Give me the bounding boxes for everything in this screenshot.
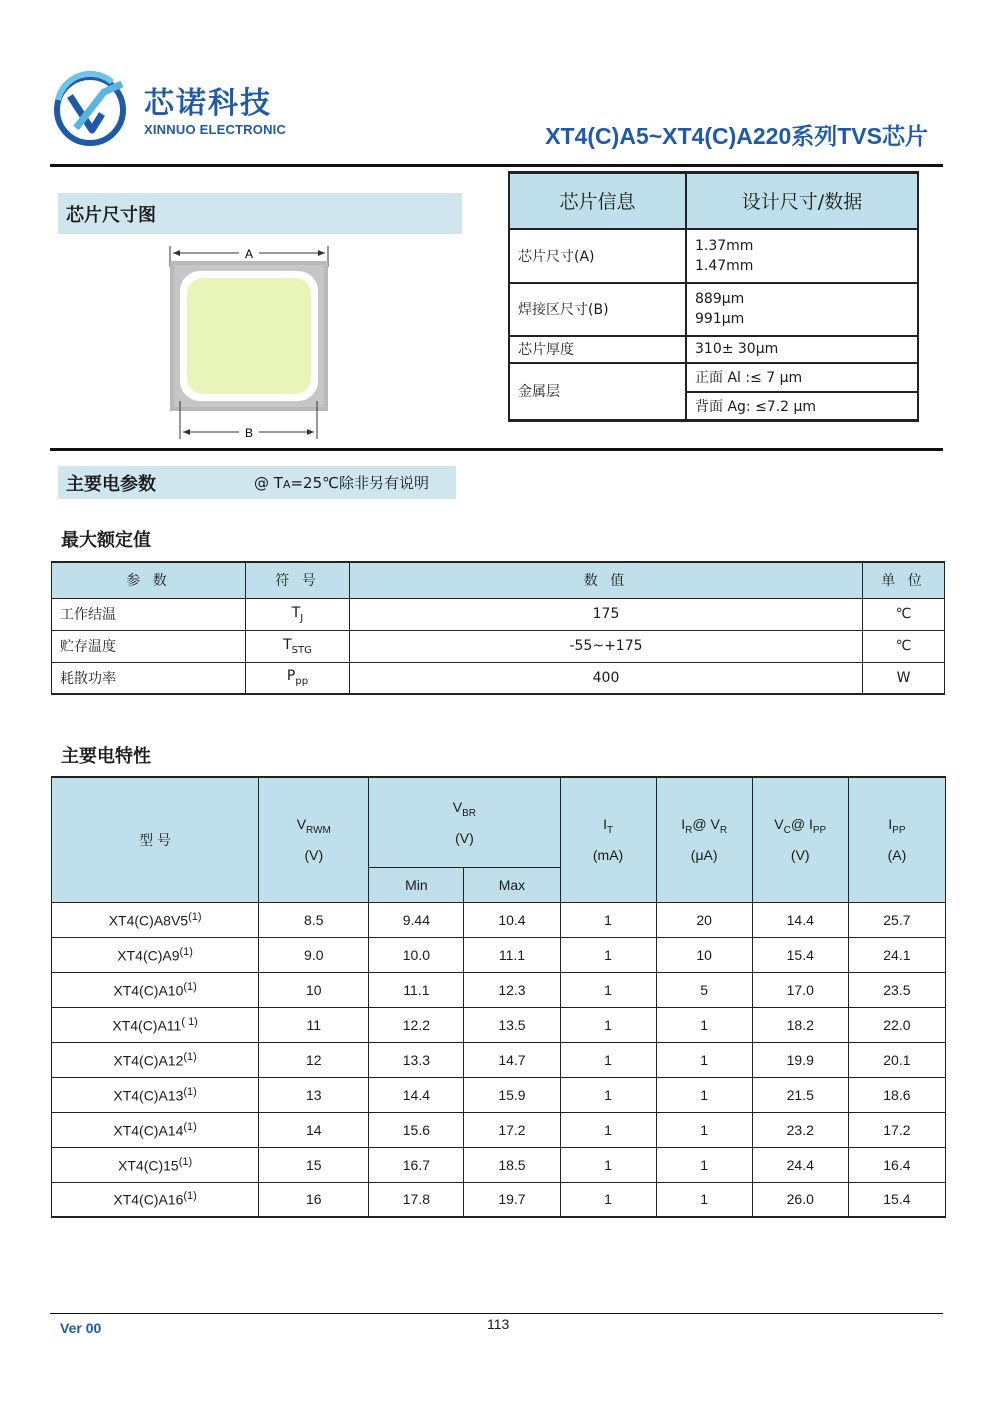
ipp-cell: 24.1	[848, 937, 945, 972]
it-cell: 1	[560, 1077, 656, 1112]
design-data-header: 设计尺寸/数据	[686, 173, 918, 229]
it-cell: 1	[560, 1007, 656, 1042]
chip-size-label: 芯片尺寸(A)	[509, 229, 686, 283]
table-row	[52, 902, 946, 937]
ipp-cell: 22.0	[848, 1007, 945, 1042]
unit-cell: ℃	[863, 598, 945, 630]
vbr-max-cell: 14.7	[464, 1042, 560, 1077]
front-metal-value: 正面 Al :≤ 7 μm	[686, 363, 918, 392]
vbr-min-cell: 12.2	[369, 1007, 464, 1042]
value-cell: 400	[350, 662, 863, 694]
pad-size-label: 焊接区尺寸(B)	[509, 283, 686, 336]
vc-cell: 23.2	[752, 1112, 848, 1147]
vc-cell: 24.4	[752, 1147, 848, 1182]
vbr-min-cell: 13.3	[369, 1042, 464, 1077]
it-cell: 1	[560, 1182, 656, 1217]
dim-b-label: B	[244, 426, 254, 440]
test-condition	[254, 472, 429, 493]
pad-size-values	[686, 283, 918, 336]
ir-cell: 1	[656, 1182, 752, 1217]
ir-cell: 1	[656, 1077, 752, 1112]
vbr-header: $V_{BR}$ (V)	[369, 777, 560, 867]
ir-cell: 5	[656, 972, 752, 1007]
vrwm-cell: 8.5	[259, 902, 369, 937]
vc-cell: 19.9	[752, 1042, 848, 1077]
pad-size-value-1: 889μm	[695, 291, 745, 307]
ir-cell: 10	[656, 937, 752, 972]
max-ratings-title: 最大额定值	[61, 530, 151, 551]
symbol-cell: $T_{STG}$	[246, 630, 350, 662]
vbr-min-cell: 16.7	[369, 1147, 464, 1182]
ipp-cell: 15.4	[848, 1182, 945, 1217]
param-cell: 工作结温	[52, 598, 246, 630]
page-number: 113	[487, 1316, 510, 1332]
vbr-min-cell: 17.8	[369, 1182, 464, 1217]
company-logo	[52, 70, 292, 150]
vrwm-cell: 15	[259, 1147, 369, 1182]
ipp-cell: 17.2	[848, 1112, 945, 1147]
ipp-cell: 16.4	[848, 1147, 945, 1182]
symbol-cell: $T_J$	[246, 598, 350, 630]
vrwm-cell: 11	[259, 1007, 369, 1042]
vbr-max-cell: 19.7	[464, 1182, 560, 1217]
vbr-max-cell: 13.5	[464, 1007, 560, 1042]
max-header: Max	[464, 867, 560, 902]
table-row	[52, 1182, 946, 1217]
vrwm-cell: 16	[259, 1182, 369, 1217]
vbr-max-cell: 17.2	[464, 1112, 560, 1147]
logo-emblem-icon	[52, 70, 132, 150]
ir-cell: 1	[656, 1042, 752, 1077]
chip-dimension-diagram	[165, 243, 335, 443]
table-row	[52, 662, 945, 694]
param-header: 参 数	[52, 562, 246, 598]
vbr-min-cell: 14.4	[369, 1077, 464, 1112]
table-row	[52, 1042, 946, 1077]
cond-suffix: =25℃除非另有说明	[290, 474, 429, 492]
vbr-max-cell: 18.5	[464, 1147, 560, 1182]
elec-params-title: 主要电参数	[66, 473, 156, 495]
chip-size-heading	[58, 193, 462, 234]
bond-pad	[187, 278, 311, 394]
section-divider	[50, 448, 943, 451]
vc-cell: 15.4	[752, 937, 848, 972]
model-cell: XT4(C)15$^{(1)}$	[52, 1147, 259, 1182]
vbr-min-cell: 10.0	[369, 937, 464, 972]
ipp-cell: 23.5	[848, 972, 945, 1007]
model-cell: XT4(C)A9$^{(1)}$	[52, 937, 259, 972]
vrwm-cell: 14	[259, 1112, 369, 1147]
vc-cell: 21.5	[752, 1077, 848, 1112]
ipp-cell: 20.1	[848, 1042, 945, 1077]
model-cell: XT4(C)A8V5$^{(1)}$	[52, 902, 259, 937]
elec-params-heading	[58, 466, 456, 499]
chip-info-table	[508, 171, 919, 422]
vrwm-header: $V_{RWM}$ (V)	[259, 777, 369, 902]
unit-cell: ℃	[863, 630, 945, 662]
ir-cell: 1	[656, 1112, 752, 1147]
min-header: Min	[369, 867, 464, 902]
metal-layer-label: 金属层	[509, 363, 686, 421]
param-cell: 贮存温度	[52, 630, 246, 662]
ir-cell: 1	[656, 1147, 752, 1182]
vbr-min-cell: 11.1	[369, 972, 464, 1007]
unit-cell: W	[863, 662, 945, 694]
unit-header: 单 位	[863, 562, 945, 598]
table-row	[52, 1112, 946, 1147]
vbr-min-cell: 9.44	[369, 902, 464, 937]
header-divider	[50, 164, 943, 167]
max-ratings-table	[51, 561, 945, 695]
vc-header: $V_C@$ $I_{PP}$ (V)	[752, 777, 848, 902]
it-cell: 1	[560, 937, 656, 972]
company-name-cn: 芯诺科技	[144, 86, 272, 121]
it-cell: 1	[560, 1147, 656, 1182]
chip-size-value-2: 1.47mm	[695, 257, 754, 274]
vbr-max-cell: 10.4	[464, 902, 560, 937]
version-label: Ver 00	[60, 1320, 102, 1336]
vrwm-cell: 9.0	[259, 937, 369, 972]
model-cell: $XT4(C)A11^{( 1)}$	[52, 1007, 259, 1042]
model-cell: XT4(C)A16$^{(1)}$	[52, 1182, 259, 1217]
symbol-header: 符 号	[246, 562, 350, 598]
table-row	[52, 937, 946, 972]
table-row	[52, 972, 946, 1007]
it-cell: 1	[560, 1112, 656, 1147]
vc-cell: 18.2	[752, 1007, 848, 1042]
vbr-max-cell: 11.1	[464, 937, 560, 972]
chip-size-values	[686, 229, 918, 283]
it-cell: 1	[560, 902, 656, 937]
vc-cell: 17.0	[752, 972, 848, 1007]
vc-cell: 14.4	[752, 902, 848, 937]
characteristics-title: 主要电特性	[61, 746, 151, 767]
vrwm-cell: 10	[259, 972, 369, 1007]
ir-cell: 1	[656, 1007, 752, 1042]
table-row	[52, 598, 945, 630]
table-row	[52, 1077, 946, 1112]
footer-divider	[50, 1313, 943, 1314]
model-cell: XT4(C)A10$^{(1)}$	[52, 972, 259, 1007]
chip-info-header: 芯片信息	[509, 173, 686, 229]
dim-a-label: A	[244, 247, 254, 261]
table-row	[52, 1147, 946, 1182]
chip-size-title: 芯片尺寸图	[66, 204, 156, 226]
ipp-header: $I_{PP}$ (A)	[848, 777, 945, 902]
thickness-value: 310± 30μm	[686, 336, 918, 363]
value-cell: 175	[350, 598, 863, 630]
table-row	[52, 630, 945, 662]
thickness-label: 芯片厚度	[509, 336, 686, 363]
model-cell: XT4(C)A12$^{(1)}$	[52, 1042, 259, 1077]
model-header: 型 号	[52, 777, 259, 902]
cond-sub: A	[282, 478, 291, 491]
ipp-cell: 18.6	[848, 1077, 945, 1112]
it-cell: 1	[560, 1042, 656, 1077]
symbol-cell: $P_{pp}$	[246, 662, 350, 694]
it-header: $I_T$ (mA)	[560, 777, 656, 902]
characteristics-table	[51, 776, 946, 1218]
cond-prefix: @ T	[254, 474, 283, 492]
table-row	[52, 1007, 946, 1042]
document-title: XT4(C)A5~XT4(C)A220系列TVS芯片	[545, 123, 928, 149]
vrwm-cell: 12	[259, 1042, 369, 1077]
value-cell: -55~+175	[350, 630, 863, 662]
pad-size-value-2: 991μm	[695, 311, 745, 327]
vbr-max-cell: 12.3	[464, 972, 560, 1007]
ir-cell: 20	[656, 902, 752, 937]
company-name-en: XINNUO ELECTRONIC	[144, 122, 287, 137]
vbr-max-cell: 15.9	[464, 1077, 560, 1112]
value-header: 数 值	[350, 562, 863, 598]
vbr-min-cell: 15.6	[369, 1112, 464, 1147]
model-cell: XT4(C)A14$^{(1)}$	[52, 1112, 259, 1147]
chip-size-value-1: 1.37mm	[695, 237, 754, 254]
vc-cell: 26.0	[752, 1182, 848, 1217]
it-cell: 1	[560, 972, 656, 1007]
ipp-cell: 25.7	[848, 902, 945, 937]
vrwm-cell: 13	[259, 1077, 369, 1112]
ir-header: $I_R@$ $V_R$ (μA)	[656, 777, 752, 902]
back-metal-value: 背面 Ag: ≤7.2 μm	[686, 392, 918, 421]
model-cell: XT4(C)A13$^{(1)}$	[52, 1077, 259, 1112]
param-cell: 耗散功率	[52, 662, 246, 694]
